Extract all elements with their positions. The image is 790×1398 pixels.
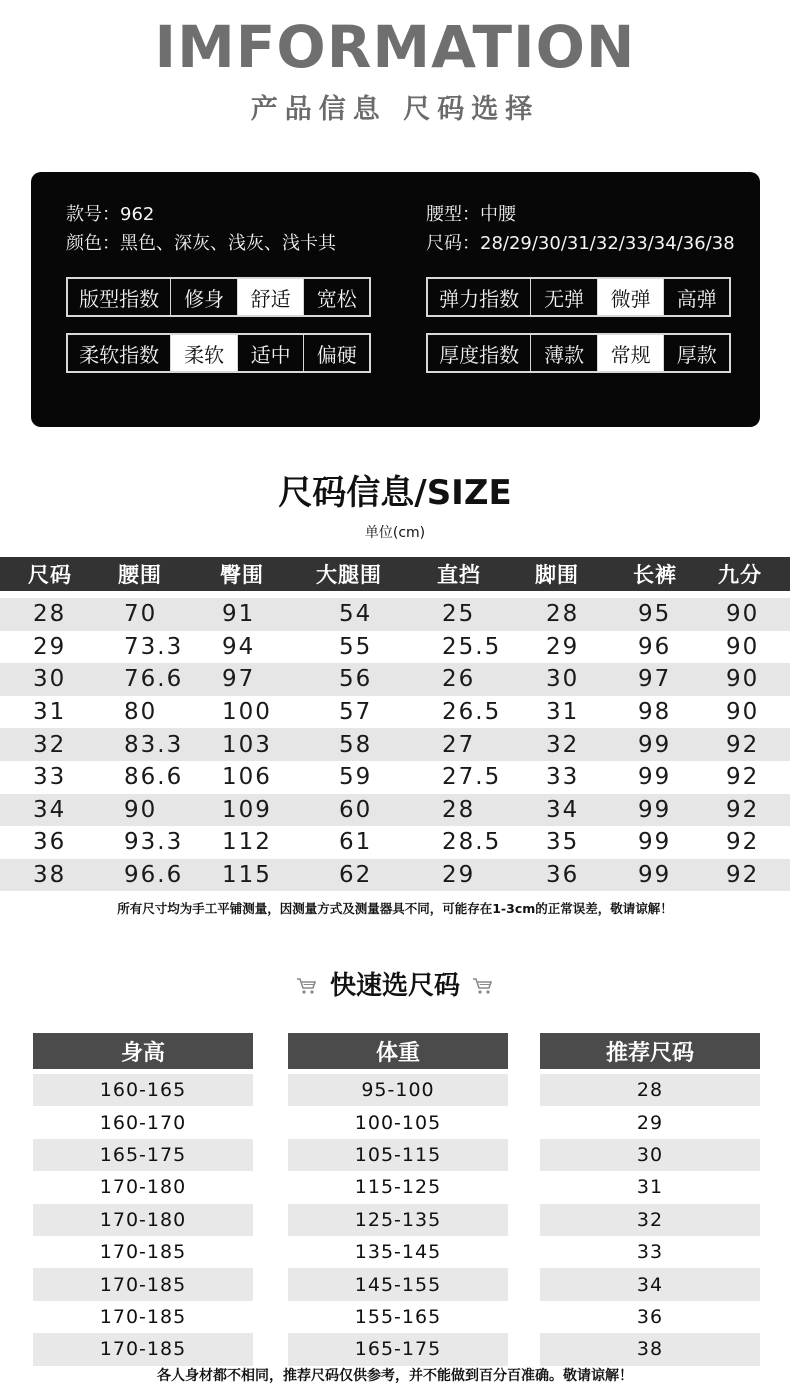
size-cell: 31 bbox=[546, 699, 580, 726]
height-cell: 170-185 bbox=[33, 1333, 253, 1365]
size-cell: 109 bbox=[222, 796, 272, 823]
recommended-size-cell: 34 bbox=[540, 1268, 760, 1300]
weight-cell: 125-135 bbox=[288, 1204, 508, 1236]
size-cell: 99 bbox=[638, 829, 672, 856]
height-cell: 170-180 bbox=[99, 1176, 187, 1199]
size-cell: 99 bbox=[638, 764, 672, 791]
size-cell: 28 bbox=[33, 601, 67, 628]
thickness-option: 薄款 bbox=[530, 335, 597, 371]
height-cell: 160-170 bbox=[99, 1111, 187, 1134]
size-table bbox=[0, 557, 790, 891]
size-range: 尺码：28/29/30/31/32/33/34/36/38 bbox=[426, 233, 735, 254]
size-cell: 33 bbox=[33, 764, 67, 791]
weight-list bbox=[288, 1074, 508, 1366]
size-cell: 32 bbox=[33, 731, 67, 758]
weight-cell: 115-125 bbox=[354, 1176, 442, 1199]
softness-option-selected: 柔软 bbox=[170, 335, 237, 371]
quick-size-title: 快速选尺码 bbox=[329, 971, 460, 1001]
size-cell: 29 bbox=[33, 633, 67, 660]
size-cell: 29 bbox=[546, 633, 580, 660]
thickness-option-selected: 常规 bbox=[597, 335, 664, 371]
weight-cell: 155-165 bbox=[354, 1305, 442, 1328]
page-title: IMFORMATION bbox=[154, 13, 636, 81]
size-row bbox=[0, 696, 790, 729]
size-cell: 54 bbox=[339, 601, 373, 628]
size-cell: 112 bbox=[222, 829, 272, 856]
recommended-size-header: 推荐尺码 bbox=[540, 1033, 760, 1069]
height-cell: 170-185 bbox=[33, 1268, 253, 1300]
size-cell: 59 bbox=[339, 764, 373, 791]
fit-index-label: 版型指数 bbox=[68, 279, 170, 315]
size-cell: 98 bbox=[638, 699, 672, 726]
size-cell: 62 bbox=[339, 862, 373, 889]
column-header: 脚围 bbox=[535, 563, 579, 587]
elasticity-option-selected: 微弹 bbox=[597, 279, 664, 315]
weight-header: 体重 bbox=[288, 1033, 508, 1069]
size-cell: 26.5 bbox=[442, 699, 502, 726]
size-cell: 38 bbox=[33, 862, 67, 889]
size-cell: 91 bbox=[222, 601, 256, 628]
fit-option-selected: 舒适 bbox=[237, 279, 304, 315]
size-cell: 76.6 bbox=[124, 666, 184, 693]
recommended-size-cell: 36 bbox=[636, 1305, 664, 1328]
fit-option: 宽松 bbox=[303, 279, 369, 315]
size-row bbox=[0, 794, 790, 827]
size-cell: 92 bbox=[726, 796, 760, 823]
size-row bbox=[0, 598, 790, 631]
recommended-size-cell: 30 bbox=[540, 1139, 760, 1171]
elasticity-option: 高弹 bbox=[663, 279, 729, 315]
fit-index bbox=[66, 277, 371, 317]
weight-cell: 105-115 bbox=[288, 1139, 508, 1171]
softness-option: 适中 bbox=[237, 335, 304, 371]
size-cell: 34 bbox=[546, 796, 580, 823]
weight-cell: 135-145 bbox=[354, 1241, 442, 1264]
recommended-size-cell: 32 bbox=[540, 1204, 760, 1236]
size-cell: 70 bbox=[124, 601, 158, 628]
size-cell: 99 bbox=[638, 796, 672, 823]
softness-index-label: 柔软指数 bbox=[68, 335, 170, 371]
size-cell: 90 bbox=[726, 633, 760, 660]
size-cell: 80 bbox=[124, 699, 158, 726]
size-row bbox=[0, 631, 790, 664]
column-header: 大腿围 bbox=[316, 563, 382, 587]
size-cell: 36 bbox=[33, 829, 67, 856]
size-cell: 92 bbox=[726, 764, 760, 791]
size-row bbox=[0, 761, 790, 794]
size-cell: 97 bbox=[638, 666, 672, 693]
product-info-card bbox=[31, 172, 760, 427]
size-cell: 97 bbox=[222, 666, 256, 693]
weight-column bbox=[288, 1033, 508, 1366]
size-cell: 106 bbox=[222, 764, 272, 791]
column-header: 尺码 bbox=[28, 563, 72, 587]
size-cell: 61 bbox=[339, 829, 373, 856]
size-cell: 60 bbox=[339, 796, 373, 823]
height-cell: 165-175 bbox=[33, 1139, 253, 1171]
size-cell: 96.6 bbox=[124, 862, 184, 889]
recommendation-note: 各人身材都不相同，推荐尺码仅供参考，并不能做到百分百准确。敬请谅解！ bbox=[157, 1368, 633, 1384]
style-number: 款号：962 bbox=[66, 204, 155, 225]
weight-cell: 165-175 bbox=[288, 1333, 508, 1365]
recommended-size-cell: 31 bbox=[636, 1176, 664, 1199]
height-list bbox=[33, 1074, 253, 1366]
size-cell: 99 bbox=[638, 731, 672, 758]
size-cell: 92 bbox=[726, 862, 760, 889]
size-cell: 90 bbox=[726, 601, 760, 628]
size-cell: 90 bbox=[726, 699, 760, 726]
height-cell: 170-180 bbox=[33, 1204, 253, 1236]
page-subtitle: 产品信息 尺码选择 bbox=[250, 94, 540, 125]
size-row bbox=[0, 826, 790, 859]
fit-option: 修身 bbox=[170, 279, 237, 315]
size-cell: 35 bbox=[546, 829, 580, 856]
size-cell: 27.5 bbox=[442, 764, 502, 791]
weight-cell: 145-155 bbox=[288, 1268, 508, 1300]
quick-size-heading bbox=[0, 966, 790, 1007]
elasticity-index-label: 弹力指数 bbox=[428, 279, 530, 315]
size-cell: 73.3 bbox=[124, 633, 184, 660]
size-cell: 115 bbox=[222, 862, 272, 889]
column-header: 腰围 bbox=[118, 563, 162, 587]
size-cell: 27 bbox=[442, 731, 476, 758]
height-cell: 170-185 bbox=[99, 1305, 187, 1328]
size-cell: 57 bbox=[339, 699, 373, 726]
recommended-size-cell: 38 bbox=[540, 1333, 760, 1365]
height-column bbox=[33, 1033, 253, 1366]
recommended-size-cell: 28 bbox=[540, 1074, 760, 1106]
size-cell: 25.5 bbox=[442, 633, 502, 660]
size-row bbox=[0, 859, 790, 892]
size-cell: 99 bbox=[638, 862, 672, 889]
size-cell: 26 bbox=[442, 666, 476, 693]
height-cell: 160-165 bbox=[33, 1074, 253, 1106]
size-table-header bbox=[0, 557, 790, 591]
size-cell: 31 bbox=[33, 699, 67, 726]
measurement-note: 所有尺寸均为手工平铺测量，因测量方式及测量器具不同，可能存在1-3cm的正常误差，敬请谅解！ bbox=[117, 901, 673, 916]
column-header: 直挡 bbox=[437, 563, 481, 587]
size-unit-label: 单位(cm) bbox=[364, 525, 426, 541]
size-row bbox=[0, 728, 790, 761]
thickness-index bbox=[426, 333, 731, 373]
size-cell: 94 bbox=[222, 633, 256, 660]
shopping-cart-icon bbox=[296, 967, 318, 1007]
size-cell: 30 bbox=[546, 666, 580, 693]
elasticity-option: 无弹 bbox=[530, 279, 597, 315]
size-cell: 58 bbox=[339, 731, 373, 758]
size-cell: 100 bbox=[222, 699, 272, 726]
size-cell: 25 bbox=[442, 601, 476, 628]
thickness-index-label: 厚度指数 bbox=[428, 335, 530, 371]
size-section-title: 尺码信息/SIZE bbox=[278, 473, 512, 513]
size-cell: 103 bbox=[222, 731, 272, 758]
recommended-size-cell: 29 bbox=[636, 1111, 664, 1134]
size-cell: 92 bbox=[726, 731, 760, 758]
weight-cell: 95-100 bbox=[288, 1074, 508, 1106]
softness-index bbox=[66, 333, 371, 373]
shopping-cart-icon bbox=[472, 967, 494, 1007]
softness-option: 偏硬 bbox=[303, 335, 369, 371]
size-row bbox=[0, 663, 790, 696]
size-cell: 29 bbox=[442, 862, 476, 889]
size-cell: 55 bbox=[339, 633, 373, 660]
size-cell: 32 bbox=[546, 731, 580, 758]
elasticity-index bbox=[426, 277, 731, 317]
recommended-size-list bbox=[540, 1074, 760, 1366]
size-cell: 28 bbox=[442, 796, 476, 823]
size-cell: 90 bbox=[726, 666, 760, 693]
recommended-size-column bbox=[540, 1033, 760, 1366]
size-cell: 30 bbox=[33, 666, 67, 693]
waist-type: 腰型：中腰 bbox=[426, 204, 516, 225]
size-cell: 93.3 bbox=[124, 829, 184, 856]
recommended-size-cell: 33 bbox=[636, 1241, 664, 1264]
column-header: 臀围 bbox=[220, 563, 264, 587]
size-cell: 92 bbox=[726, 829, 760, 856]
size-table-body bbox=[0, 598, 790, 891]
thickness-option: 厚款 bbox=[663, 335, 729, 371]
height-cell: 170-185 bbox=[99, 1241, 187, 1264]
size-cell: 36 bbox=[546, 862, 580, 889]
size-cell: 96 bbox=[638, 633, 672, 660]
weight-cell: 100-105 bbox=[354, 1111, 442, 1134]
size-cell: 83.3 bbox=[124, 731, 184, 758]
height-header: 身高 bbox=[33, 1033, 253, 1069]
column-header: 九分 bbox=[718, 563, 762, 587]
size-cell: 56 bbox=[339, 666, 373, 693]
size-cell: 90 bbox=[124, 796, 158, 823]
size-cell: 34 bbox=[33, 796, 67, 823]
column-header: 长裤 bbox=[633, 563, 677, 587]
size-cell: 28 bbox=[546, 601, 580, 628]
size-cell: 33 bbox=[546, 764, 580, 791]
size-cell: 95 bbox=[638, 601, 672, 628]
size-cell: 86.6 bbox=[124, 764, 184, 791]
size-cell: 28.5 bbox=[442, 829, 502, 856]
color-options: 颜色：黑色、深灰、浅灰、浅卡其 bbox=[66, 233, 336, 254]
